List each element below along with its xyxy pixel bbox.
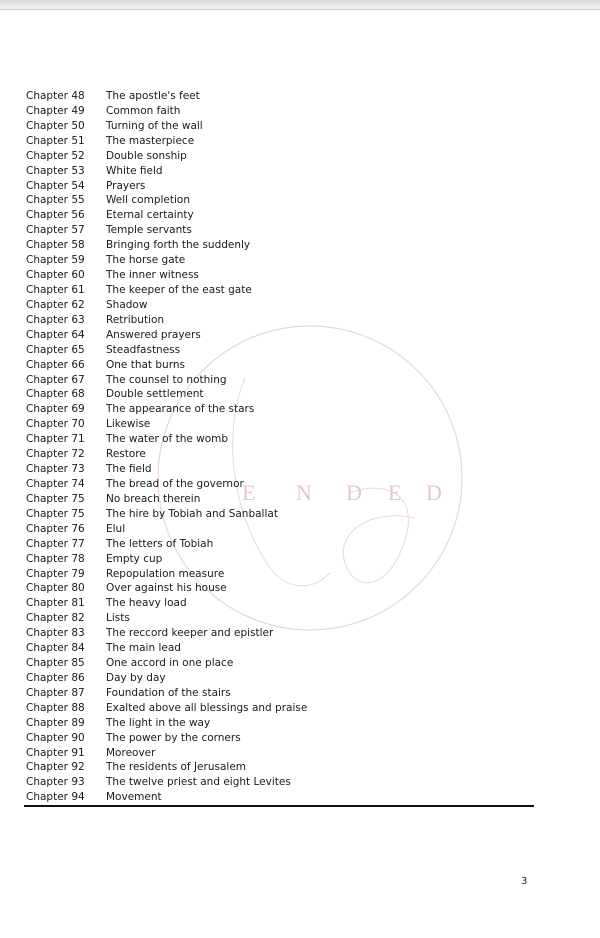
watermark-letter: E <box>242 480 256 505</box>
toc-chapter-title: Day by day <box>106 671 166 684</box>
toc-row <box>26 701 534 716</box>
toc-chapter-title: The heavy load <box>106 597 187 610</box>
toc-row <box>26 253 534 268</box>
toc-chapter-number: Chapter 58 <box>26 239 85 252</box>
toc-chapter-number: Chapter 57 <box>26 224 85 237</box>
toc-row <box>26 179 534 194</box>
toc-chapter-number: Chapter 55 <box>26 194 85 207</box>
toc-chapter-title: Exalted above all blessings and praise <box>106 701 308 714</box>
toc-chapter-number: Chapter 93 <box>26 776 85 789</box>
toc-chapter-number: Chapter 75 <box>26 492 85 505</box>
toc-row <box>26 119 534 134</box>
toc-row <box>26 477 534 492</box>
toc-row <box>26 716 534 731</box>
toc-row <box>26 760 534 775</box>
toc-chapter-title: One that burns <box>106 358 185 371</box>
toc-chapter-title: Common faith <box>106 104 181 117</box>
viewer-top-bar <box>0 0 600 10</box>
toc-row <box>26 626 534 641</box>
toc-chapter-title: White field <box>106 164 163 177</box>
toc-row <box>26 746 534 761</box>
toc-row <box>26 328 534 343</box>
toc-chapter-title: The reccord keeper and epistler <box>106 627 274 640</box>
toc-chapter-title: Likewise <box>106 418 151 431</box>
toc-chapter-number: Chapter 60 <box>26 269 85 282</box>
toc-row <box>26 358 534 373</box>
toc-row <box>26 641 534 656</box>
toc-row <box>26 656 534 671</box>
toc-chapter-title: The power by the corners <box>106 731 241 744</box>
watermark-letter: E <box>388 480 402 505</box>
watermark-letter: D <box>426 480 442 505</box>
toc-chapter-title: Shadow <box>106 298 148 311</box>
toc-chapter-number: Chapter 68 <box>26 388 85 401</box>
document-page <box>0 10 600 938</box>
toc-row <box>26 567 534 582</box>
toc-chapter-number: Chapter 92 <box>26 761 85 774</box>
toc-row <box>26 343 534 358</box>
toc-chapter-number: Chapter 83 <box>26 627 85 640</box>
toc-chapter-number: Chapter 82 <box>26 612 85 625</box>
watermark-letter: D <box>346 480 362 505</box>
toc-chapter-number: Chapter 59 <box>26 254 85 267</box>
toc-row <box>26 89 534 104</box>
toc-row <box>26 268 534 283</box>
toc-chapter-number: Chapter 79 <box>26 567 85 580</box>
toc-chapter-title: The letters of Tobiah <box>106 537 214 550</box>
toc-chapter-title: Lists <box>106 612 130 625</box>
toc-chapter-title: The water of the womb <box>106 433 229 446</box>
toc-chapter-title: The light in the way <box>106 716 211 729</box>
toc-chapter-number: Chapter 50 <box>26 119 85 132</box>
toc-row <box>26 238 534 253</box>
toc-chapter-number: Chapter 63 <box>26 313 85 326</box>
toc-chapter-title: The main lead <box>106 642 181 655</box>
toc-chapter-number: Chapter 94 <box>26 791 85 804</box>
toc-chapter-number: Chapter 52 <box>26 149 85 162</box>
toc-row <box>26 790 534 805</box>
toc-chapter-number: Chapter 62 <box>26 298 85 311</box>
toc-chapter-title: Steadfastness <box>106 343 181 356</box>
toc-chapter-title: Answered prayers <box>106 328 201 341</box>
toc-row <box>26 432 534 447</box>
toc-chapter-number: Chapter 61 <box>26 283 85 296</box>
table-of-contents <box>26 89 534 805</box>
toc-chapter-number: Chapter 87 <box>26 686 85 699</box>
toc-row <box>26 193 534 208</box>
toc-chapter-title: Turning of the wall <box>106 119 203 132</box>
toc-row <box>26 104 534 119</box>
toc-chapter-title: Well completion <box>106 194 190 207</box>
toc-row <box>26 537 534 552</box>
toc-row <box>26 149 534 164</box>
toc-chapter-number: Chapter 64 <box>26 328 85 341</box>
toc-row <box>26 298 534 313</box>
toc-chapter-title: The residents of Jerusalem <box>106 761 247 774</box>
toc-row <box>26 731 534 746</box>
toc-row <box>26 447 534 462</box>
toc-chapter-number: Chapter 65 <box>26 343 85 356</box>
toc-chapter-number: Chapter 72 <box>26 448 85 461</box>
toc-chapter-number: Chapter 70 <box>26 418 85 431</box>
toc-chapter-number: Chapter 76 <box>26 522 85 535</box>
toc-chapter-number: Chapter 73 <box>26 463 85 476</box>
toc-chapter-title: Foundation of the stairs <box>106 686 231 699</box>
toc-chapter-number: Chapter 84 <box>26 642 85 655</box>
toc-chapter-title: The appearance of the stars <box>106 403 255 416</box>
toc-chapter-title: The horse gate <box>106 254 186 267</box>
toc-chapter-title: The twelve priest and eight Levites <box>106 776 291 789</box>
toc-chapter-number: Chapter 89 <box>26 716 85 729</box>
toc-chapter-title: The field <box>106 463 152 476</box>
toc-row <box>26 775 534 790</box>
toc-chapter-number: Chapter 66 <box>26 358 85 371</box>
toc-chapter-number: Chapter 51 <box>26 134 85 147</box>
toc-row <box>26 522 534 537</box>
toc-row <box>26 611 534 626</box>
toc-chapter-number: Chapter 78 <box>26 552 85 565</box>
toc-chapter-title: Elul <box>106 522 126 535</box>
toc-chapter-number: Chapter 74 <box>26 477 85 490</box>
toc-row <box>26 507 534 522</box>
toc-chapter-title: Eternal certainty <box>106 209 194 222</box>
toc-chapter-number: Chapter 49 <box>26 104 85 117</box>
toc-chapter-title: One accord in one place <box>106 657 234 670</box>
toc-row <box>26 581 534 596</box>
watermark-letter: N <box>296 480 312 505</box>
toc-chapter-number: Chapter 69 <box>26 403 85 416</box>
toc-row <box>26 686 534 701</box>
toc-chapter-title: Empty cup <box>106 552 163 565</box>
toc-chapter-number: Chapter 67 <box>26 373 85 386</box>
toc-row <box>26 552 534 567</box>
toc-row <box>26 387 534 402</box>
toc-chapter-number: Chapter 85 <box>26 657 85 670</box>
toc-chapter-title: The counsel to nothing <box>106 373 227 386</box>
toc-chapter-title: Bringing forth the suddenly <box>106 239 251 252</box>
toc-chapter-title: Movement <box>106 791 162 804</box>
toc-chapter-number: Chapter 48 <box>26 90 85 102</box>
toc-row <box>26 417 534 432</box>
toc-row <box>26 492 534 507</box>
toc-row <box>26 373 534 388</box>
toc-row <box>26 164 534 179</box>
toc-chapter-title: The inner witness <box>106 269 199 282</box>
toc-chapter-title: Restore <box>106 448 146 461</box>
toc-chapter-number: Chapter 56 <box>26 209 85 222</box>
toc-chapter-title: The hire by Tobiah and Sanballat <box>106 507 278 520</box>
toc-chapter-title: Retribution <box>106 313 165 326</box>
toc-row <box>26 462 534 477</box>
toc-chapter-number: Chapter 71 <box>26 433 85 446</box>
toc-row <box>26 223 534 238</box>
toc-chapter-title: Moreover <box>106 746 156 759</box>
toc-chapter-title: Prayers <box>106 179 146 192</box>
toc-chapter-number: Chapter 53 <box>26 164 85 177</box>
toc-chapter-title: Temple servants <box>106 224 192 237</box>
toc-chapter-title: The apostle's feet <box>106 90 200 102</box>
toc-row <box>26 208 534 223</box>
toc-chapter-number: Chapter 80 <box>26 582 85 595</box>
page-number: 3 <box>521 876 528 887</box>
toc-chapter-number: Chapter 75 <box>26 507 85 520</box>
toc-chapter-title: The bread of the governor <box>106 477 244 490</box>
toc-chapter-number: Chapter 77 <box>26 537 85 550</box>
toc-chapter-title: The masterpiece <box>106 134 195 147</box>
toc-chapter-title: Repopulation measure <box>106 567 225 580</box>
toc-row <box>26 402 534 417</box>
toc-chapter-title: Double settlement <box>106 388 204 401</box>
toc-row <box>26 134 534 149</box>
toc-row <box>26 596 534 611</box>
toc-chapter-number: Chapter 91 <box>26 746 85 759</box>
toc-row <box>26 283 534 298</box>
toc-chapter-number: Chapter 86 <box>26 671 85 684</box>
toc-row <box>26 313 534 328</box>
toc-chapter-number: Chapter 81 <box>26 597 85 610</box>
toc-chapter-number: Chapter 54 <box>26 179 85 192</box>
section-divider <box>24 805 534 807</box>
toc-chapter-number: Chapter 90 <box>26 731 85 744</box>
toc-chapter-title: Over against his house <box>106 582 227 595</box>
toc-chapter-title: The keeper of the east gate <box>106 283 252 296</box>
toc-chapter-title: Double sonship <box>106 149 187 162</box>
toc-row <box>26 671 534 686</box>
toc-chapter-number: Chapter 88 <box>26 701 85 714</box>
toc-chapter-title: No breach therein <box>106 492 201 505</box>
